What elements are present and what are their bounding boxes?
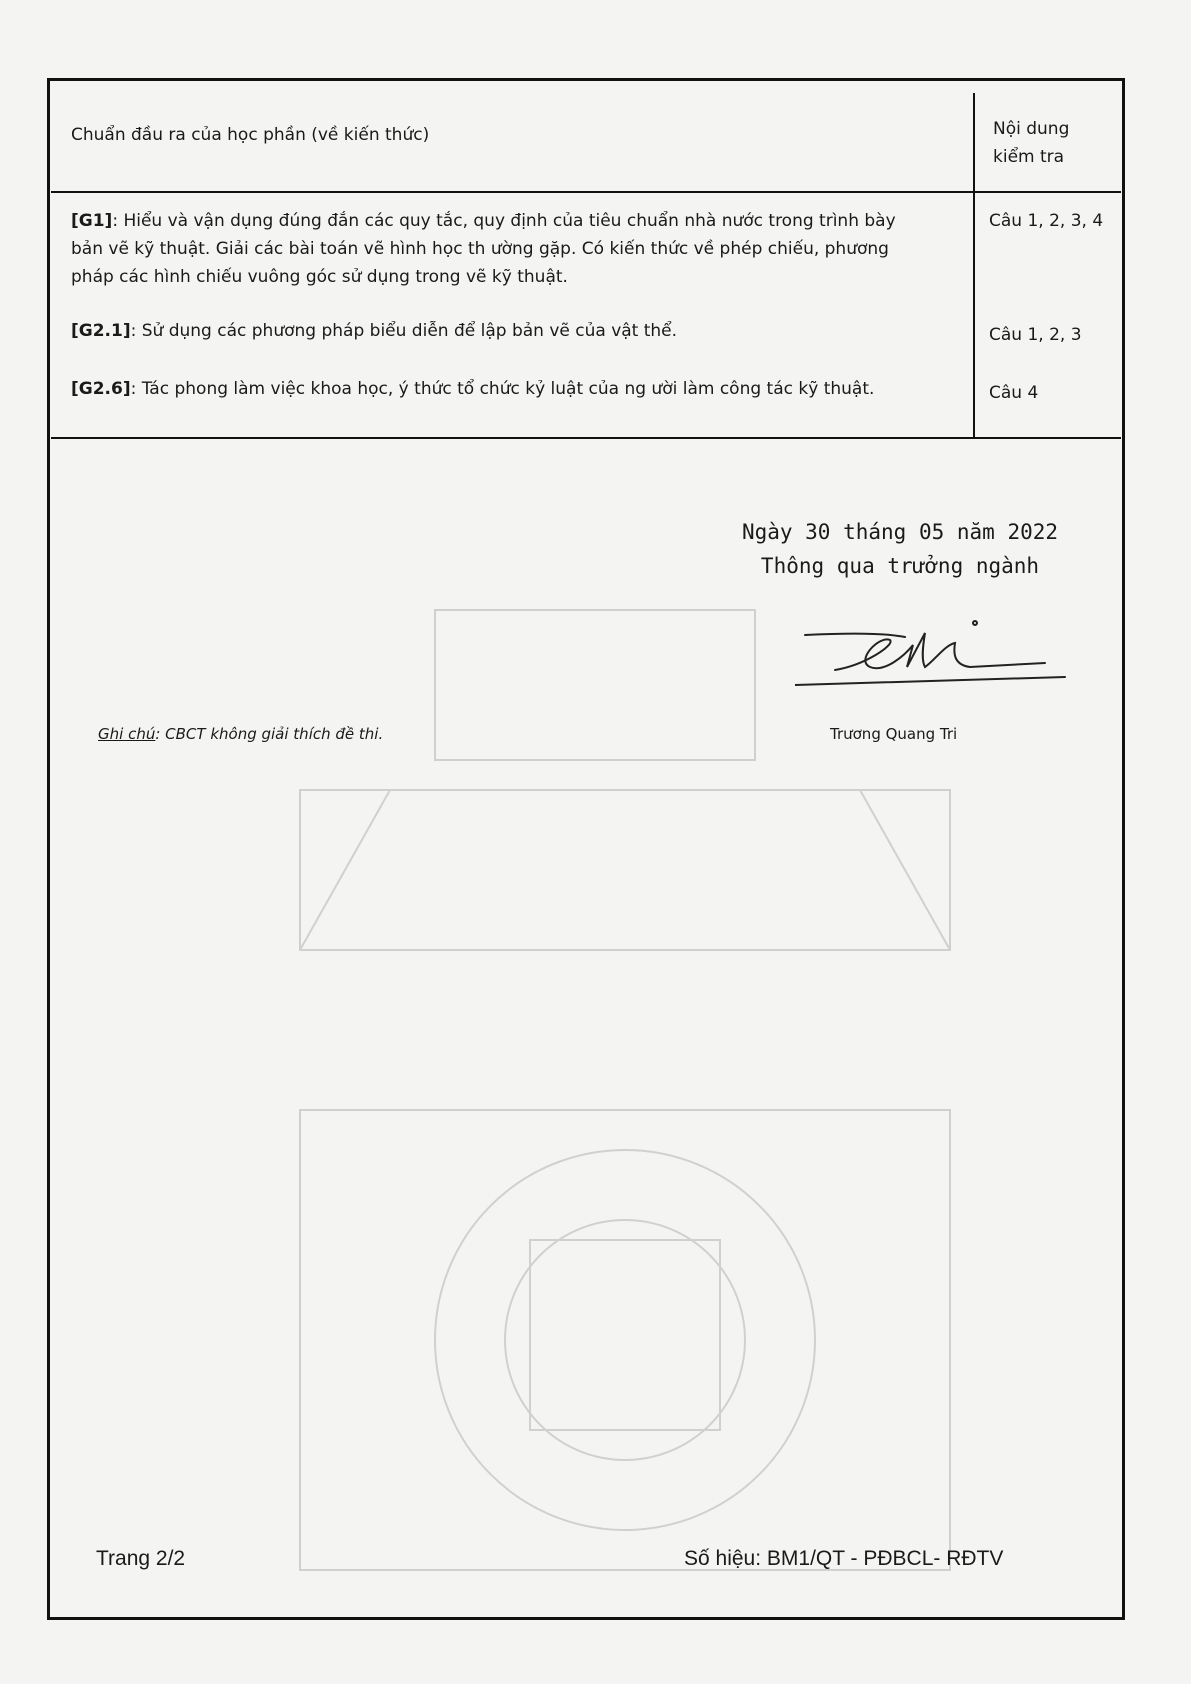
table-row [51, 357, 1121, 438]
note-text: : CBCT không giải thích đề thi. [155, 725, 384, 743]
outcome-tag: [G1] [71, 211, 113, 231]
outcome-text: : Hiểu và vận dụng đúng đắn các quy tắc, quy định của tiêu chuẩn nhà nước trong trình bày bản vẽ kỹ thuật. Giải các bài toán vẽ hình học th ường gặp. Có kiến thức về phép chiếu, phương pháp các hình chiếu vuông góc sử dụng trong vẽ kỹ thuật. [71, 211, 896, 287]
content-ref-cell: Câu 1, 2, 3 [989, 325, 1082, 345]
handwritten-signature [795, 615, 1075, 695]
exam-note [98, 725, 383, 743]
content-ref-cell: Câu 4 [974, 357, 1121, 438]
page-number: Trang 2/2 [96, 1547, 186, 1570]
approval-date: Ngày 30 tháng 05 năm 2022 [741, 520, 1059, 544]
outcome-text: : Sử dụng các phương pháp biểu diễn để lập bản vẽ của vật thể. [130, 321, 678, 341]
document-code: Số hiệu: BM1/QT - PĐBCL- RĐTV [684, 1547, 1004, 1570]
content-ref-cell: Câu 1, 2, 3, 4 [989, 211, 1104, 231]
learning-outcomes-table [51, 93, 1121, 439]
outcome-cell [51, 299, 974, 357]
approval-role: Thông qua trưởng ngành [760, 554, 1040, 578]
content-column-header: Nội dung kiểm tra [974, 93, 1121, 192]
table-row [51, 299, 1121, 357]
signer-name: Trương Quang Tri [830, 725, 958, 743]
approval-block [700, 515, 1100, 583]
outcome-cell [51, 192, 974, 299]
table-row [51, 192, 1121, 299]
outcome-tag: [G2.1] [71, 321, 131, 341]
outcome-column-header: Chuẩn đầu ra của học phần (về kiến thức) [51, 93, 974, 192]
outcome-cell [51, 357, 974, 438]
table-header-row [51, 93, 1121, 192]
outcome-text: : Tác phong làm việc khoa học, ý thức tổ chức kỷ luật của ng ười làm công tác kỹ thuật. [130, 379, 875, 399]
outcome-tag: [G2.6] [71, 379, 131, 399]
note-label: Ghi chú [98, 725, 156, 743]
